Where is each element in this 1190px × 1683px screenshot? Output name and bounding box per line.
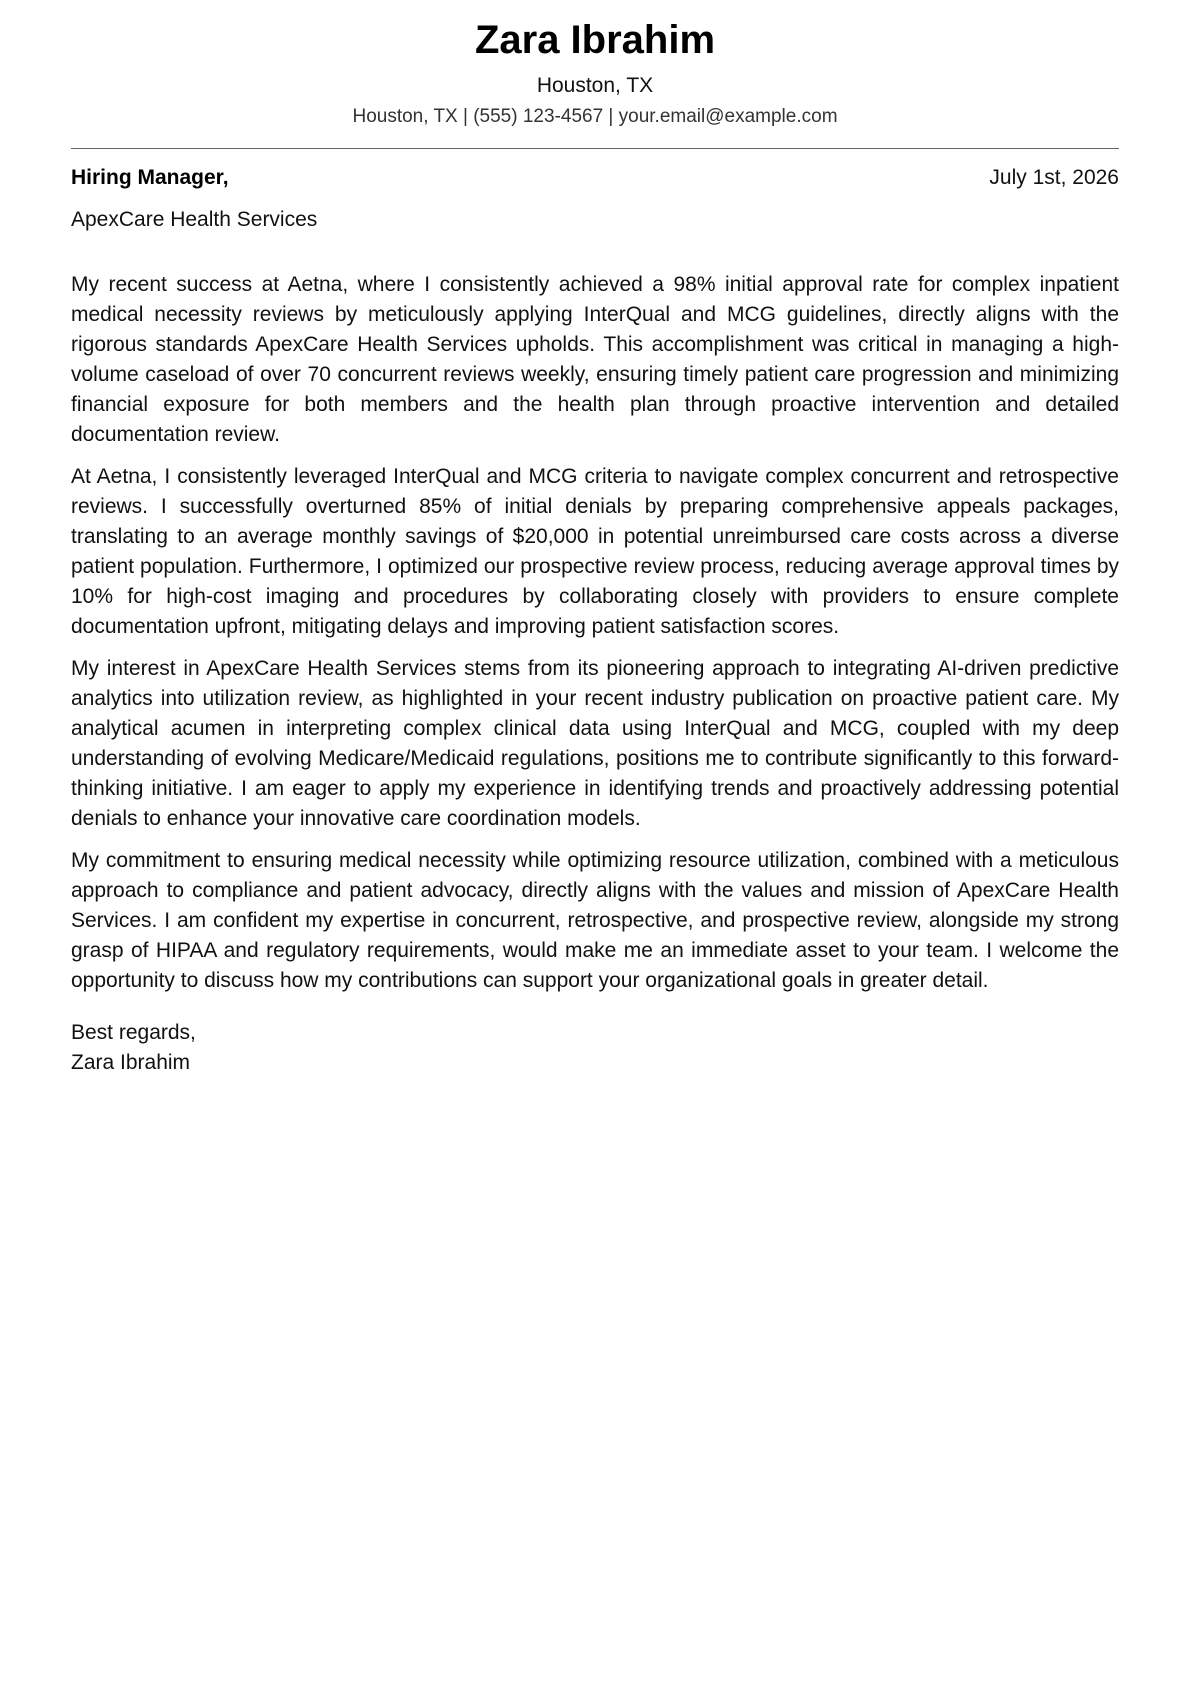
body-paragraph: At Aetna, I consistently leveraged InterQual and MCG criteria to navigate complex concurrent and retrospective reviews. I successfully overturned 85% of initial denials by preparing comprehensive appeals packages, translating to an average monthly savings of $20,000 in potential unreimbursed care costs across a diverse patient population. Furthermore, I optimized our prospective review process, reducing average approval times by 10% for high-cost imaging and procedures by collaborating closely with providers to ensure complete documentation upfront, mitigating delays and improving patient satisfaction scores. xyxy=(71,465,1119,638)
letter-closing xyxy=(71,1018,1119,1078)
signature-name: Zara Ibrahim xyxy=(71,1051,191,1074)
closing-phrase: Best regards, xyxy=(71,1021,196,1044)
applicant-name: Zara Ibrahim xyxy=(474,18,716,62)
body-paragraph: My commitment to ensuring medical necessity while optimizing resource utilization, combined with a meticulous approach to compliance and patient advocacy, directly aligns with the values and mission of ApexCare Health Services. I am confident my expertise in concurrent, retrospective, and prospective review, alongside my strong grasp of HIPAA and regulatory requirements, would make me an immediate asset to your team. I welcome the opportunity to discuss how my contributions can support your organizational goals in greater detail. xyxy=(71,849,1119,992)
body-paragraph: My interest in ApexCare Health Services stems from its pioneering approach to integrating AI-driven predictive analytics into utilization review, as highlighted in your recent industry publication on proactive patient care. My analytical acumen in interpreting complex clinical data using InterQual and MCG, coupled with my deep understanding of evolving Medicare/Medicaid regulations, positions me to contribute significantly to this forward-thinking initiative. I am eager to apply my experience in identifying trends and proactively addressing potential denials to enhance your innovative care coordination models. xyxy=(71,657,1119,830)
applicant-location: Houston, TX xyxy=(536,74,654,97)
recipient-salutation: Hiring Manager, xyxy=(71,166,229,189)
recipient-date-row xyxy=(71,164,1119,192)
letter-date: July 1st, 2026 xyxy=(989,166,1119,189)
contact-line: Houston, TX | (555) 123-4567 | your.email@example.com xyxy=(352,106,838,127)
header-divider xyxy=(71,148,1119,149)
letter-body xyxy=(71,270,1119,996)
letter-header xyxy=(71,0,1119,130)
body-paragraph: My recent success at Aetna, where I consistently achieved a 98% initial approval rate for complex inpatient medical necessity reviews by meticulously applying InterQual and MCG guidelines, directly aligns with the rigorous standards ApexCare Health Services upholds. This accomplishment was critical in managing a high-volume caseload of over 70 concurrent reviews weekly, ensuring timely patient care progression and minimizing financial exposure for both members and the health plan through proactive intervention and detailed documentation review. xyxy=(71,273,1119,446)
recipient-company: ApexCare Health Services xyxy=(71,208,318,231)
